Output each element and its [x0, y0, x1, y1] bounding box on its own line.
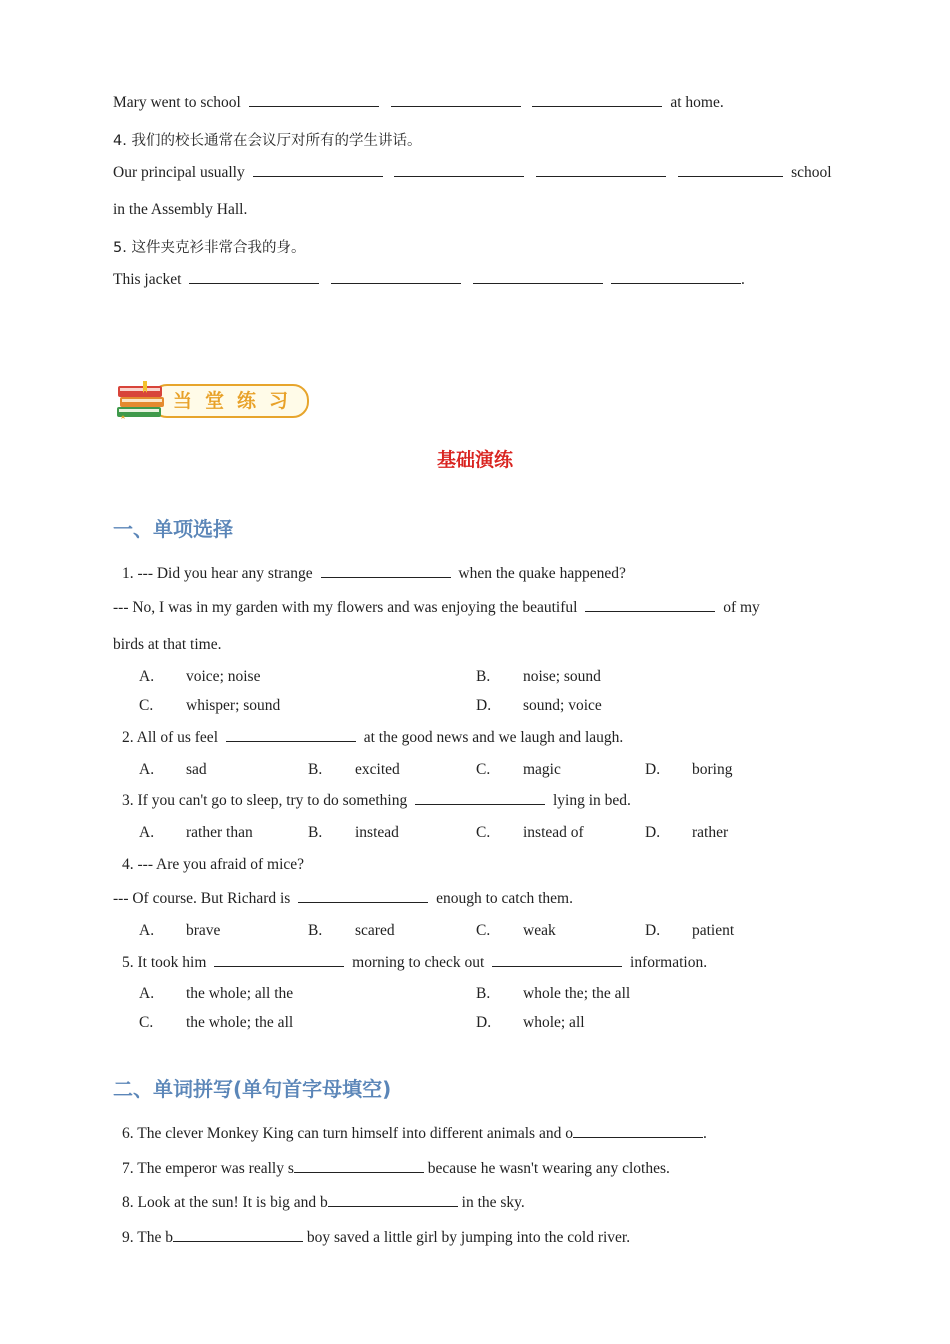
option-d[interactable]: D. boring: [645, 761, 733, 778]
option-c[interactable]: C. instead of: [476, 824, 584, 841]
translation-line-3: Mary went to school at home.: [113, 94, 724, 111]
translation-q5-english: This jacket .: [113, 271, 745, 288]
answer-blank[interactable]: [573, 1125, 703, 1138]
question-8: 8. Look at the sun! It is big and b in the sky.: [122, 1194, 525, 1211]
question-3: 3. If you can't go to sleep, try to do something lying in bed.: [122, 792, 631, 809]
question-9: 9. The b boy saved a little girl by jumping into the cold river.: [122, 1229, 631, 1246]
answer-blank[interactable]: [415, 792, 545, 805]
option-a[interactable]: A. brave: [139, 922, 221, 939]
question-4-options: [113, 922, 853, 944]
translation-q4-english: Our principal usually school: [113, 164, 832, 181]
question-1-line-3: birds at that time.: [113, 636, 222, 653]
question-7: 7. The emperor was really s because he wasn't wearing any clothes.: [122, 1160, 670, 1177]
option-d[interactable]: D. patient: [645, 922, 735, 939]
option-a[interactable]: A. rather than: [139, 824, 253, 841]
answer-blank[interactable]: [321, 565, 451, 578]
answer-blank[interactable]: [214, 954, 344, 967]
question-2-options: [113, 761, 853, 783]
option-c[interactable]: C. whisper; sound: [139, 697, 281, 714]
question-2: 2. All of us feel at the good news and we laugh and laugh.: [122, 729, 624, 746]
answer-blank[interactable]: [298, 890, 428, 903]
answer-blank[interactable]: [253, 164, 383, 177]
answer-blank[interactable]: [678, 164, 783, 177]
option-a[interactable]: A. voice; noise: [139, 668, 261, 685]
answer-blank[interactable]: [294, 1160, 424, 1173]
banner-title: 当堂练习: [173, 390, 302, 412]
option-d[interactable]: D. whole; all: [476, 1014, 585, 1031]
section-heading-spelling: 二、单词拼写(单句首字母填空): [113, 1077, 392, 1101]
option-b[interactable]: B. excited: [308, 761, 400, 778]
answer-blank[interactable]: [536, 164, 666, 177]
translation-q4-chinese: 4. 我们的校长通常在会议厅对所有的学生讲话。: [113, 133, 422, 149]
option-b[interactable]: B. instead: [308, 824, 399, 841]
answer-blank[interactable]: [473, 271, 603, 284]
books-icon: [113, 377, 175, 425]
option-b[interactable]: B. scared: [308, 922, 395, 939]
question-1-options-row-1: [113, 668, 853, 690]
answer-blank[interactable]: [226, 729, 356, 742]
question-1-line-1: 1. --- Did you hear any strange when the quake happened?: [122, 565, 626, 582]
answer-blank[interactable]: [611, 271, 741, 284]
answer-blank[interactable]: [391, 94, 521, 107]
answer-blank[interactable]: [173, 1229, 303, 1242]
question-4-line-2: --- Of course. But Richard is enough to catch them.: [113, 890, 573, 907]
option-d[interactable]: D. sound; voice: [476, 697, 602, 714]
section-subtitle: 基础演练: [436, 449, 513, 471]
practice-banner: [113, 375, 309, 425]
option-a[interactable]: A. the whole; all the: [139, 985, 294, 1002]
question-5: 5. It took him morning to check out information.: [122, 954, 708, 971]
question-3-options: [113, 824, 853, 846]
option-a[interactable]: A. sad: [139, 761, 207, 778]
option-c[interactable]: C. magic: [476, 761, 561, 778]
answer-blank[interactable]: [189, 271, 319, 284]
question-4-line-1: 4. --- Are you afraid of mice?: [122, 856, 305, 873]
answer-blank[interactable]: [331, 271, 461, 284]
question-6: 6. The clever Monkey King can turn himself into different animals and o .: [122, 1125, 707, 1142]
answer-blank[interactable]: [394, 164, 524, 177]
question-1-options-row-2: [113, 697, 853, 719]
translation-q5-chinese: 5. 这件夹克衫非常合我的身。: [113, 240, 306, 256]
answer-blank[interactable]: [585, 599, 715, 612]
option-c[interactable]: C. the whole; the all: [139, 1014, 294, 1031]
section-heading-multiple-choice: 一、单项选择: [113, 517, 233, 541]
answer-blank[interactable]: [492, 954, 622, 967]
option-d[interactable]: D. rather: [645, 824, 729, 841]
question-5-options-row-2: [113, 1014, 853, 1036]
answer-blank[interactable]: [328, 1194, 458, 1207]
translation-q4-continued: in the Assembly Hall.: [113, 201, 248, 218]
option-b[interactable]: B. whole the; the all: [476, 985, 631, 1002]
option-c[interactable]: C. weak: [476, 922, 556, 939]
answer-blank[interactable]: [249, 94, 379, 107]
option-b[interactable]: B. noise; sound: [476, 668, 601, 685]
question-1-line-2: --- No, I was in my garden with my flowers and was enjoying the beautiful of my: [113, 599, 760, 616]
answer-blank[interactable]: [532, 94, 662, 107]
question-5-options-row-1: [113, 985, 853, 1007]
